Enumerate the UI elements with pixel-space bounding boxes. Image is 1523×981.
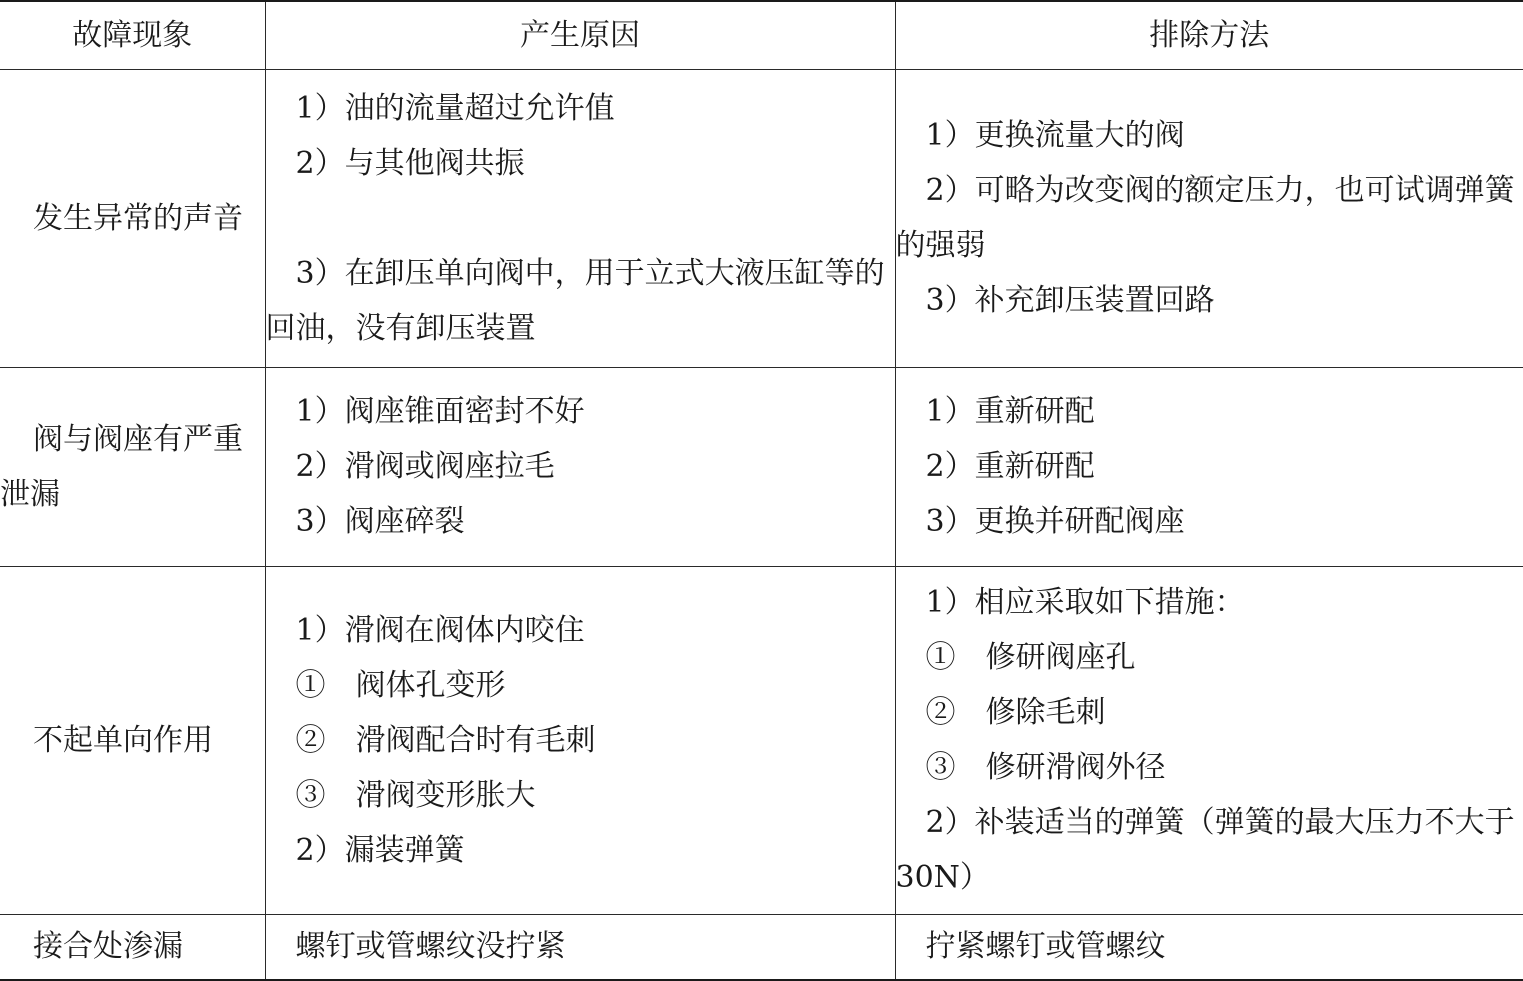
table-row bbox=[0, 367, 1523, 566]
cause-line: 1）油的流量超过允许值 bbox=[295, 90, 615, 126]
remedy-line: ② 修除毛刺 bbox=[925, 695, 1106, 730]
cause-line: 2）滑阀或阀座拉毛 bbox=[295, 449, 555, 484]
cause-line: 2）漏装弹簧 bbox=[295, 832, 465, 868]
remedy-cell bbox=[895, 914, 1523, 980]
symptom-text: 接合处渗漏 bbox=[33, 929, 183, 965]
remedy-line: 2）可略为改变阀的额定压力，也可试调弹簧的强弱 bbox=[895, 173, 1515, 263]
cause-line: 2）与其他阀共振 bbox=[295, 145, 525, 181]
symptom-cell bbox=[0, 914, 265, 980]
remedy-line: 3）更换并研配阀座 bbox=[925, 504, 1185, 539]
remedy-line: 拧紧螺钉或管螺纹 bbox=[925, 929, 1166, 965]
header-cause: 产生原因 bbox=[265, 1, 895, 69]
symptom-cell bbox=[0, 69, 265, 367]
cause-cell bbox=[265, 566, 895, 914]
remedy-cell bbox=[895, 69, 1523, 367]
table-row bbox=[0, 69, 1523, 367]
symptom-cell bbox=[0, 367, 265, 566]
header-row bbox=[0, 1, 1523, 69]
cause-line: ② 滑阀配合时有毛刺 bbox=[295, 722, 596, 758]
cause-line: 3）阀座碎裂 bbox=[295, 504, 465, 539]
table-row bbox=[0, 914, 1523, 980]
cause-line: 螺钉或管螺纹没拧紧 bbox=[295, 929, 566, 965]
header-remedy: 排除方法 bbox=[895, 1, 1523, 69]
cause-spacer bbox=[266, 191, 895, 246]
cause-line: 3）在卸压单向阀中，用于立式大液压缸等的回油，没有卸压装置 bbox=[265, 255, 885, 346]
cause-line: 1）滑阀在阀体内咬住 bbox=[295, 612, 585, 648]
remedy-line: 2）补装适当的弹簧（弹簧的最大压力不大于30N） bbox=[895, 805, 1515, 895]
cause-line: 1）阀座锥面密封不好 bbox=[295, 394, 585, 429]
cause-line: ③ 滑阀变形胀大 bbox=[295, 777, 536, 813]
remedy-line: 1）相应采取如下措施： bbox=[925, 585, 1245, 620]
symptom-text: 不起单向作用 bbox=[33, 722, 213, 758]
cause-cell bbox=[265, 69, 895, 367]
remedy-line: 1）更换流量大的阀 bbox=[925, 118, 1185, 153]
symptom-text: 阀与阀座有严重泄漏 bbox=[0, 421, 243, 512]
table-row bbox=[0, 566, 1523, 914]
header-symptom: 故障现象 bbox=[0, 1, 265, 69]
symptom-text: 发生异常的声音 bbox=[33, 200, 243, 236]
symptom-cell bbox=[0, 566, 265, 914]
remedy-line: ① 修研阀座孔 bbox=[925, 640, 1136, 675]
cause-line: ① 阀体孔变形 bbox=[295, 667, 506, 703]
cause-cell bbox=[265, 914, 895, 980]
remedy-line: 1）重新研配 bbox=[925, 394, 1095, 429]
remedy-line: 3）补充卸压装置回路 bbox=[925, 283, 1215, 318]
cause-cell bbox=[265, 367, 895, 566]
remedy-line: 2）重新研配 bbox=[925, 449, 1095, 484]
remedy-line: ③ 修研滑阀外径 bbox=[925, 750, 1166, 785]
remedy-cell bbox=[895, 367, 1523, 566]
remedy-cell bbox=[895, 566, 1523, 914]
